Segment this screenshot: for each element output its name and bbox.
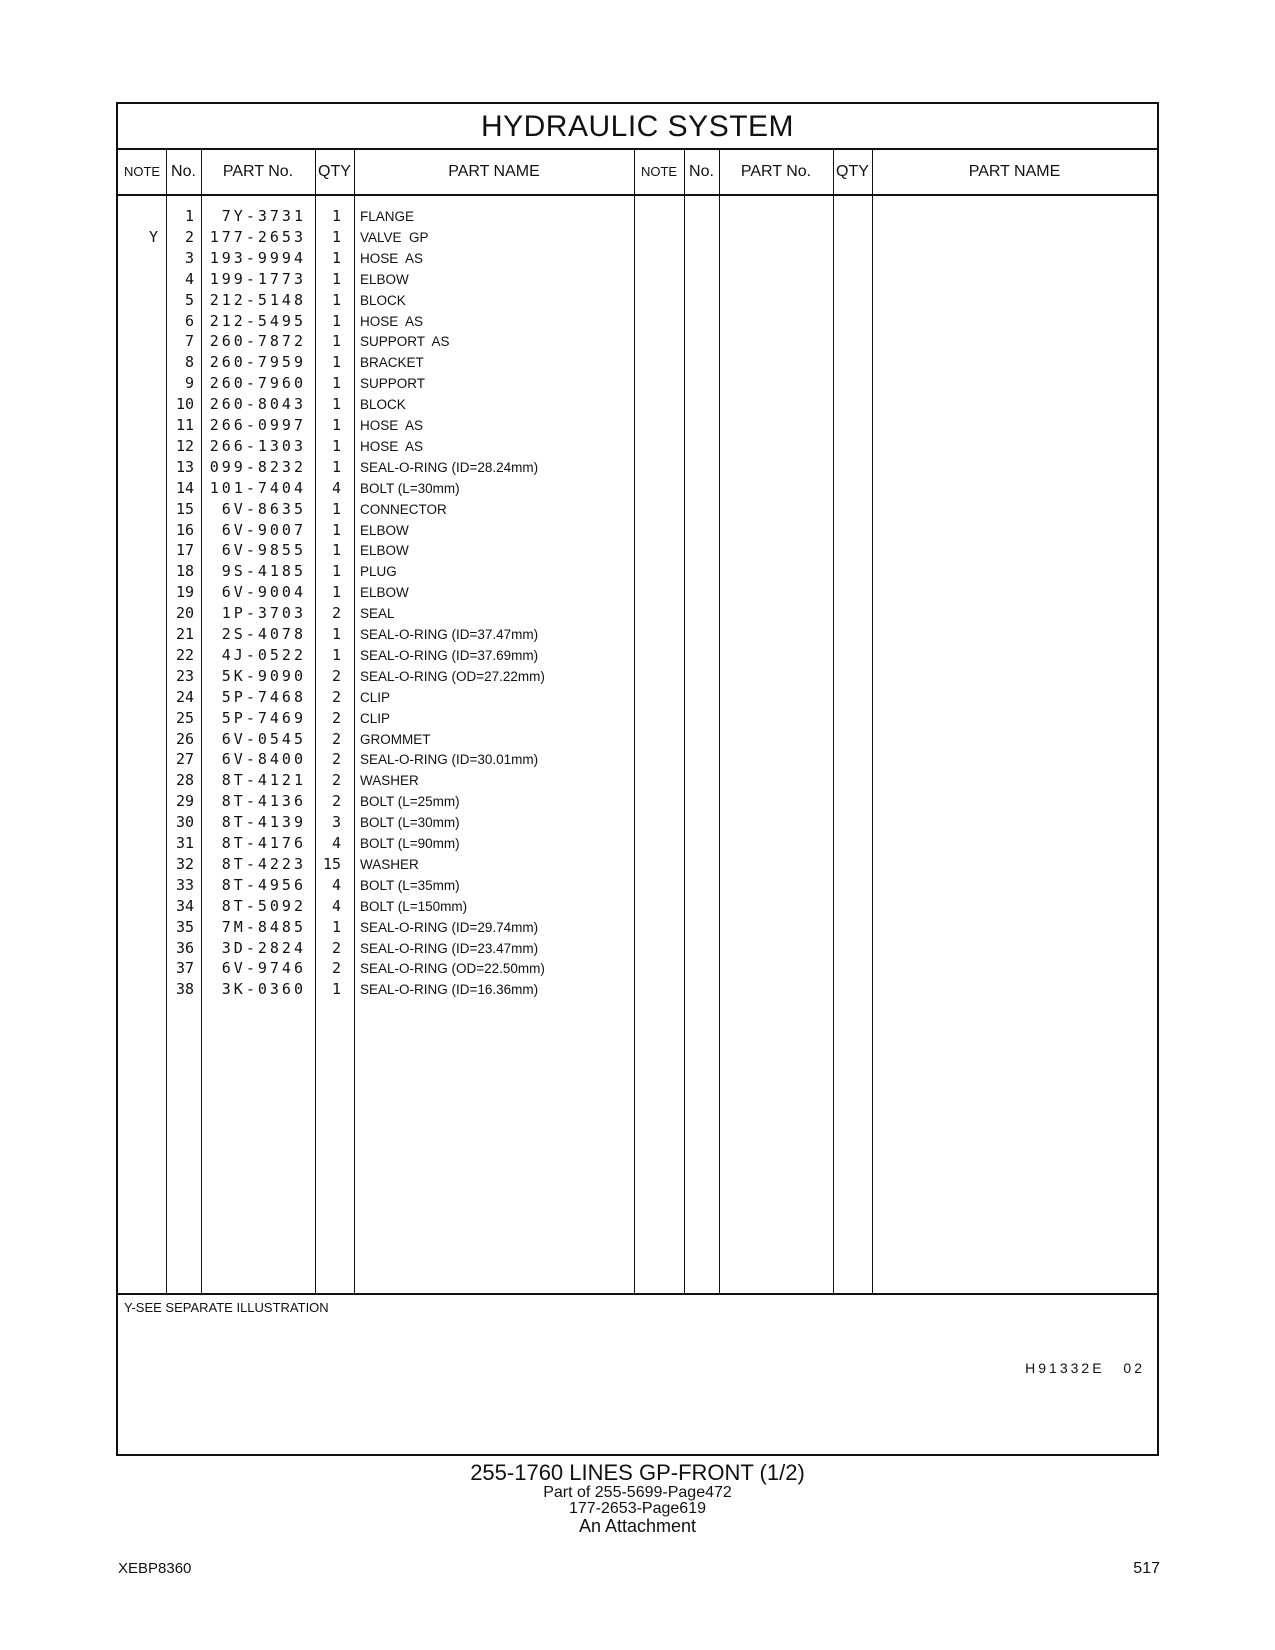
row-note: [118, 875, 158, 896]
table-row: [118, 499, 1157, 520]
row-number: 14: [175, 478, 194, 497]
table-row: [118, 833, 1157, 854]
row-note: [118, 791, 158, 812]
caption-attachment: An Attachment: [578, 1516, 697, 1536]
table-row: [118, 812, 1157, 833]
table-row: [118, 394, 1157, 415]
row-quantity: 1: [331, 645, 341, 664]
row-part-number: 212-5495: [209, 311, 306, 330]
table-header: [118, 150, 1157, 196]
row-note: [118, 436, 158, 457]
row-part-name: SEAL-O-RING (ID=23.47mm): [360, 940, 539, 956]
row-quantity: 1: [331, 290, 341, 309]
footer-divider: [118, 1293, 1157, 1295]
row-part-name: HOSE AS: [360, 418, 424, 433]
row-note: [118, 917, 158, 938]
row-part-number: 8T-4139: [221, 813, 306, 832]
row-quantity: 2: [331, 771, 341, 790]
row-quantity: 2: [331, 604, 341, 623]
row-part-number: 9S-4185: [221, 562, 306, 581]
row-quantity: 4: [331, 875, 341, 894]
row-quantity: 1: [331, 541, 341, 560]
row-quantity: 1: [331, 332, 341, 351]
row-note: [118, 624, 158, 645]
table-row: [118, 248, 1157, 269]
row-part-name: BRACKET: [360, 355, 424, 371]
row-quantity: 1: [331, 583, 341, 602]
row-note: [118, 854, 158, 875]
row-part-name: SEAL-O-RING (ID=29.74mm): [360, 919, 539, 935]
table-row: [118, 582, 1157, 603]
table-row: [118, 269, 1157, 290]
row-quantity: 2: [331, 792, 341, 811]
row-part-name: PLUG: [360, 564, 397, 580]
row-number: 23: [175, 666, 194, 685]
row-number: 8: [184, 353, 194, 372]
row-quantity: 1: [331, 520, 341, 539]
row-quantity: 1: [331, 248, 341, 267]
row-part-number: 5P-7468: [221, 687, 306, 706]
row-number: 6: [184, 311, 194, 330]
row-part-number: 6V-9746: [221, 959, 306, 978]
row-part-name: SEAL: [360, 606, 395, 622]
row-part-name: SEAL-O-RING (OD=22.50mm): [360, 961, 545, 977]
row-part-number: 8T-4956: [221, 875, 306, 894]
row-number: 21: [175, 625, 194, 643]
row-number: 5: [184, 290, 194, 309]
row-part-number: 8T-4176: [221, 834, 306, 852]
row-part-name: SEAL-O-RING (ID=37.69mm): [360, 647, 539, 663]
table-row: [118, 791, 1157, 812]
row-part-number: 6V-0545: [221, 729, 306, 748]
row-note: [118, 603, 158, 624]
row-note: [118, 979, 158, 1000]
row-number: 28: [175, 771, 194, 790]
row-quantity: 1: [331, 436, 341, 455]
row-number: 37: [175, 959, 194, 978]
row-quantity: 1: [331, 269, 341, 288]
row-note: [118, 833, 158, 854]
table-row: [118, 290, 1157, 311]
row-part-number: 1P-3703: [221, 604, 306, 623]
row-part-name: SEAL-O-RING (OD=27.22mm): [360, 668, 545, 684]
row-part-name: CONNECTOR: [360, 501, 447, 517]
row-part-name: BOLT (L=90mm): [360, 836, 460, 851]
row-part-number: 8T-4136: [221, 792, 306, 811]
row-part-name: ELBOW: [360, 271, 409, 287]
row-note: [118, 687, 158, 708]
row-number: 9: [184, 374, 194, 393]
row-quantity: 2: [331, 959, 341, 978]
row-part-number: 5P-7469: [221, 708, 306, 727]
table-row: [118, 352, 1157, 373]
row-part-number: 266-0997: [209, 416, 306, 434]
row-part-name: BOLT (L=150mm): [360, 898, 468, 914]
row-number: 11: [175, 416, 194, 434]
row-part-number: 7M-8485: [221, 917, 306, 936]
row-note: [118, 478, 158, 499]
row-part-number: 101-7404: [209, 478, 306, 497]
table-row: [118, 770, 1157, 791]
row-number: 13: [175, 457, 194, 476]
caption-title: 255-1760 LINES GP-FRONT (1/2): [470, 1460, 805, 1485]
table-row: [118, 624, 1157, 645]
table-row: [118, 373, 1157, 394]
row-note: [118, 499, 158, 520]
table-row: [118, 206, 1157, 227]
table-row: [118, 749, 1157, 770]
row-quantity: 1: [331, 917, 341, 936]
header-note-left: NOTE: [123, 164, 161, 179]
row-part-number: 6V-8400: [221, 750, 306, 769]
row-note: [118, 729, 158, 750]
row-number: 17: [175, 541, 194, 560]
table-row: [118, 854, 1157, 875]
row-note: [118, 708, 158, 729]
header-part-name-right: PART NAME: [968, 163, 1061, 180]
table-row: [118, 917, 1157, 938]
row-part-name: HOSE AS: [360, 313, 424, 329]
row-part-name: ELBOW: [360, 522, 409, 538]
row-note: [118, 749, 158, 770]
row-number: 20: [175, 604, 194, 623]
row-note: [118, 331, 158, 352]
row-part-number: 3D-2824: [221, 938, 306, 957]
row-part-number: 4J-0522: [221, 645, 306, 664]
document-id: XEBP8360: [118, 1560, 192, 1577]
row-number: 34: [175, 896, 194, 915]
table-row: [118, 958, 1157, 979]
row-note: [118, 290, 158, 311]
row-note: [118, 394, 158, 415]
row-note: [118, 269, 158, 290]
row-part-name: SEAL-O-RING (ID=30.01mm): [360, 752, 539, 768]
header-qty-right: QTY: [836, 163, 869, 180]
row-number: 22: [175, 645, 194, 664]
row-part-name: VALVE GP: [360, 229, 429, 245]
row-part-name: SEAL-O-RING (ID=28.24mm): [360, 459, 539, 475]
row-part-number: 5K-9090: [221, 666, 306, 685]
row-number: 29: [175, 792, 194, 811]
header-no-left: No.: [171, 163, 196, 180]
row-number: 4: [184, 269, 194, 288]
table-row: [118, 520, 1157, 541]
row-part-number: 212-5148: [209, 290, 306, 309]
row-part-name: CLIP: [360, 710, 391, 726]
row-quantity: 4: [331, 478, 341, 497]
table-row: [118, 436, 1157, 457]
row-part-name: BOLT (L=30mm): [360, 815, 460, 831]
table-row: [118, 561, 1157, 582]
row-quantity: 1: [331, 625, 341, 643]
row-part-number: 193-9994: [209, 248, 306, 267]
row-number: 30: [175, 813, 194, 832]
row-number: 12: [175, 436, 194, 455]
row-number: 3: [184, 248, 194, 267]
row-part-number: 8T-5092: [221, 896, 306, 915]
row-note: [118, 645, 158, 666]
row-part-name: HOSE AS: [360, 250, 424, 266]
row-note: [118, 666, 158, 687]
row-part-name: BOLT (L=25mm): [360, 794, 460, 810]
row-quantity: 1: [331, 311, 341, 330]
row-note: [118, 896, 158, 917]
header-part-no-left: PART No.: [222, 163, 294, 180]
row-note: [118, 958, 158, 979]
row-part-number: 260-7959: [209, 353, 306, 372]
table-row: [118, 687, 1157, 708]
row-part-number: 177-2653: [209, 227, 306, 246]
row-number: 16: [175, 520, 194, 539]
row-quantity: 1: [331, 374, 341, 393]
row-note: [118, 373, 158, 394]
row-note: [118, 540, 158, 561]
row-part-name: WASHER: [360, 856, 419, 872]
row-part-number: 8T-4223: [221, 854, 306, 873]
row-part-number: 6V-9004: [221, 583, 306, 602]
row-number: 36: [175, 938, 194, 957]
row-part-name: SEAL-O-RING (ID=37.47mm): [360, 627, 539, 642]
row-part-number: 260-7872: [209, 332, 306, 351]
row-part-name: SUPPORT AS: [360, 334, 450, 350]
row-part-number: 8T-4121: [221, 771, 306, 790]
header-no-right: No.: [689, 163, 714, 180]
row-number: 32: [175, 854, 194, 873]
drawing-code: H91332E 02: [1025, 1360, 1145, 1376]
row-note: Y: [148, 227, 158, 246]
row-part-number: 6V-9855: [221, 541, 306, 560]
row-part-number: 260-7960: [209, 374, 306, 393]
row-quantity: 1: [331, 227, 341, 246]
header-part-no-right: PART No.: [740, 163, 812, 180]
row-note: [118, 561, 158, 582]
row-number: 35: [175, 917, 194, 936]
table-row: [118, 540, 1157, 561]
row-note: [118, 311, 158, 332]
row-part-number: 199-1773: [209, 269, 306, 288]
row-number: 31: [175, 834, 194, 852]
row-part-number: 2S-4078: [221, 625, 306, 643]
row-part-name: BOLT (L=35mm): [360, 877, 460, 893]
row-number: 2: [184, 227, 194, 246]
row-number: 26: [175, 729, 194, 748]
row-quantity: 1: [331, 416, 341, 434]
row-part-name: FLANGE: [360, 209, 415, 224]
row-quantity: 15: [322, 854, 341, 873]
section-title: HYDRAULIC SYSTEM: [118, 104, 1157, 150]
row-part-name: GROMMET: [360, 731, 431, 747]
row-part-number: 6V-8635: [221, 499, 306, 518]
row-quantity: 1: [331, 562, 341, 581]
table-row: [118, 645, 1157, 666]
table-row: [118, 311, 1157, 332]
row-part-name: ELBOW: [360, 585, 409, 601]
row-quantity: 1: [331, 207, 341, 225]
row-quantity: 1: [331, 980, 341, 999]
row-part-name: SUPPORT: [360, 376, 426, 392]
parts-table-frame: [116, 102, 1159, 1456]
row-part-name: BLOCK: [360, 397, 406, 413]
row-quantity: 1: [331, 353, 341, 372]
row-note: [118, 352, 158, 373]
row-quantity: 2: [331, 750, 341, 769]
table-row: [118, 457, 1157, 478]
row-note: [118, 520, 158, 541]
row-part-name: SEAL-O-RING (ID=16.36mm): [360, 982, 539, 998]
row-number: 33: [175, 875, 194, 894]
row-number: 38: [175, 980, 194, 999]
row-part-name: HOSE AS: [360, 438, 424, 454]
table-row: [118, 875, 1157, 896]
table-row: [118, 708, 1157, 729]
row-quantity: 1: [331, 395, 341, 414]
row-number: 7: [184, 332, 194, 351]
row-quantity: 2: [331, 729, 341, 748]
table-row: [118, 896, 1157, 917]
row-quantity: 2: [331, 938, 341, 957]
row-part-name: CLIP: [360, 689, 391, 705]
row-quantity: 4: [331, 896, 341, 915]
table-row: [118, 478, 1157, 499]
table-row: [118, 603, 1157, 624]
table-row: [118, 938, 1157, 959]
table-row: [118, 979, 1157, 1000]
row-part-number: 6V-9007: [221, 520, 306, 539]
row-note: [118, 248, 158, 269]
header-part-name-left: PART NAME: [448, 163, 540, 180]
row-number: 15: [175, 499, 194, 518]
row-quantity: 2: [331, 687, 341, 706]
row-part-number: 099-8232: [209, 457, 306, 476]
caption-reference: 177-2653-Page619: [568, 1500, 706, 1517]
header-qty-left: QTY: [318, 163, 351, 180]
row-part-name: BLOCK: [360, 292, 406, 308]
row-part-name: BOLT (L=30mm): [360, 480, 460, 496]
row-note: [118, 206, 158, 227]
row-part-name: WASHER: [360, 773, 419, 789]
row-quantity: 2: [331, 708, 341, 727]
table-row: [118, 331, 1157, 352]
row-number: 19: [175, 583, 194, 602]
row-note: [118, 415, 158, 436]
row-note: [118, 812, 158, 833]
illustration-footnote: Y-SEE SEPARATE ILLUSTRATION: [124, 1300, 329, 1315]
row-note: [118, 770, 158, 791]
caption-part-of: Part of 255-5699-Page472: [543, 1484, 732, 1501]
row-part-number: 7Y-3731: [221, 207, 306, 225]
row-note: [118, 457, 158, 478]
row-number: 27: [175, 750, 194, 769]
table-row: [118, 666, 1157, 687]
table-row: [118, 227, 1157, 248]
row-number: 24: [175, 687, 194, 706]
row-quantity: 1: [331, 457, 341, 476]
table-row: [118, 729, 1157, 750]
row-note: [118, 582, 158, 603]
row-quantity: 4: [331, 834, 341, 852]
row-number: 25: [175, 708, 194, 727]
row-part-number: 260-8043: [209, 395, 306, 414]
table-row: [118, 415, 1157, 436]
row-quantity: 3: [331, 813, 341, 832]
row-note: [118, 938, 158, 959]
row-number: 1: [184, 207, 194, 225]
page-number: 517: [1133, 1560, 1160, 1577]
row-quantity: 1: [331, 499, 341, 518]
row-part-name: ELBOW: [360, 543, 409, 559]
row-part-number: 266-1303: [209, 436, 306, 455]
header-note-right: NOTE: [640, 164, 678, 179]
row-number: 10: [175, 395, 194, 414]
row-part-number: 3K-0360: [221, 980, 306, 999]
row-quantity: 2: [331, 666, 341, 685]
row-number: 18: [175, 562, 194, 581]
